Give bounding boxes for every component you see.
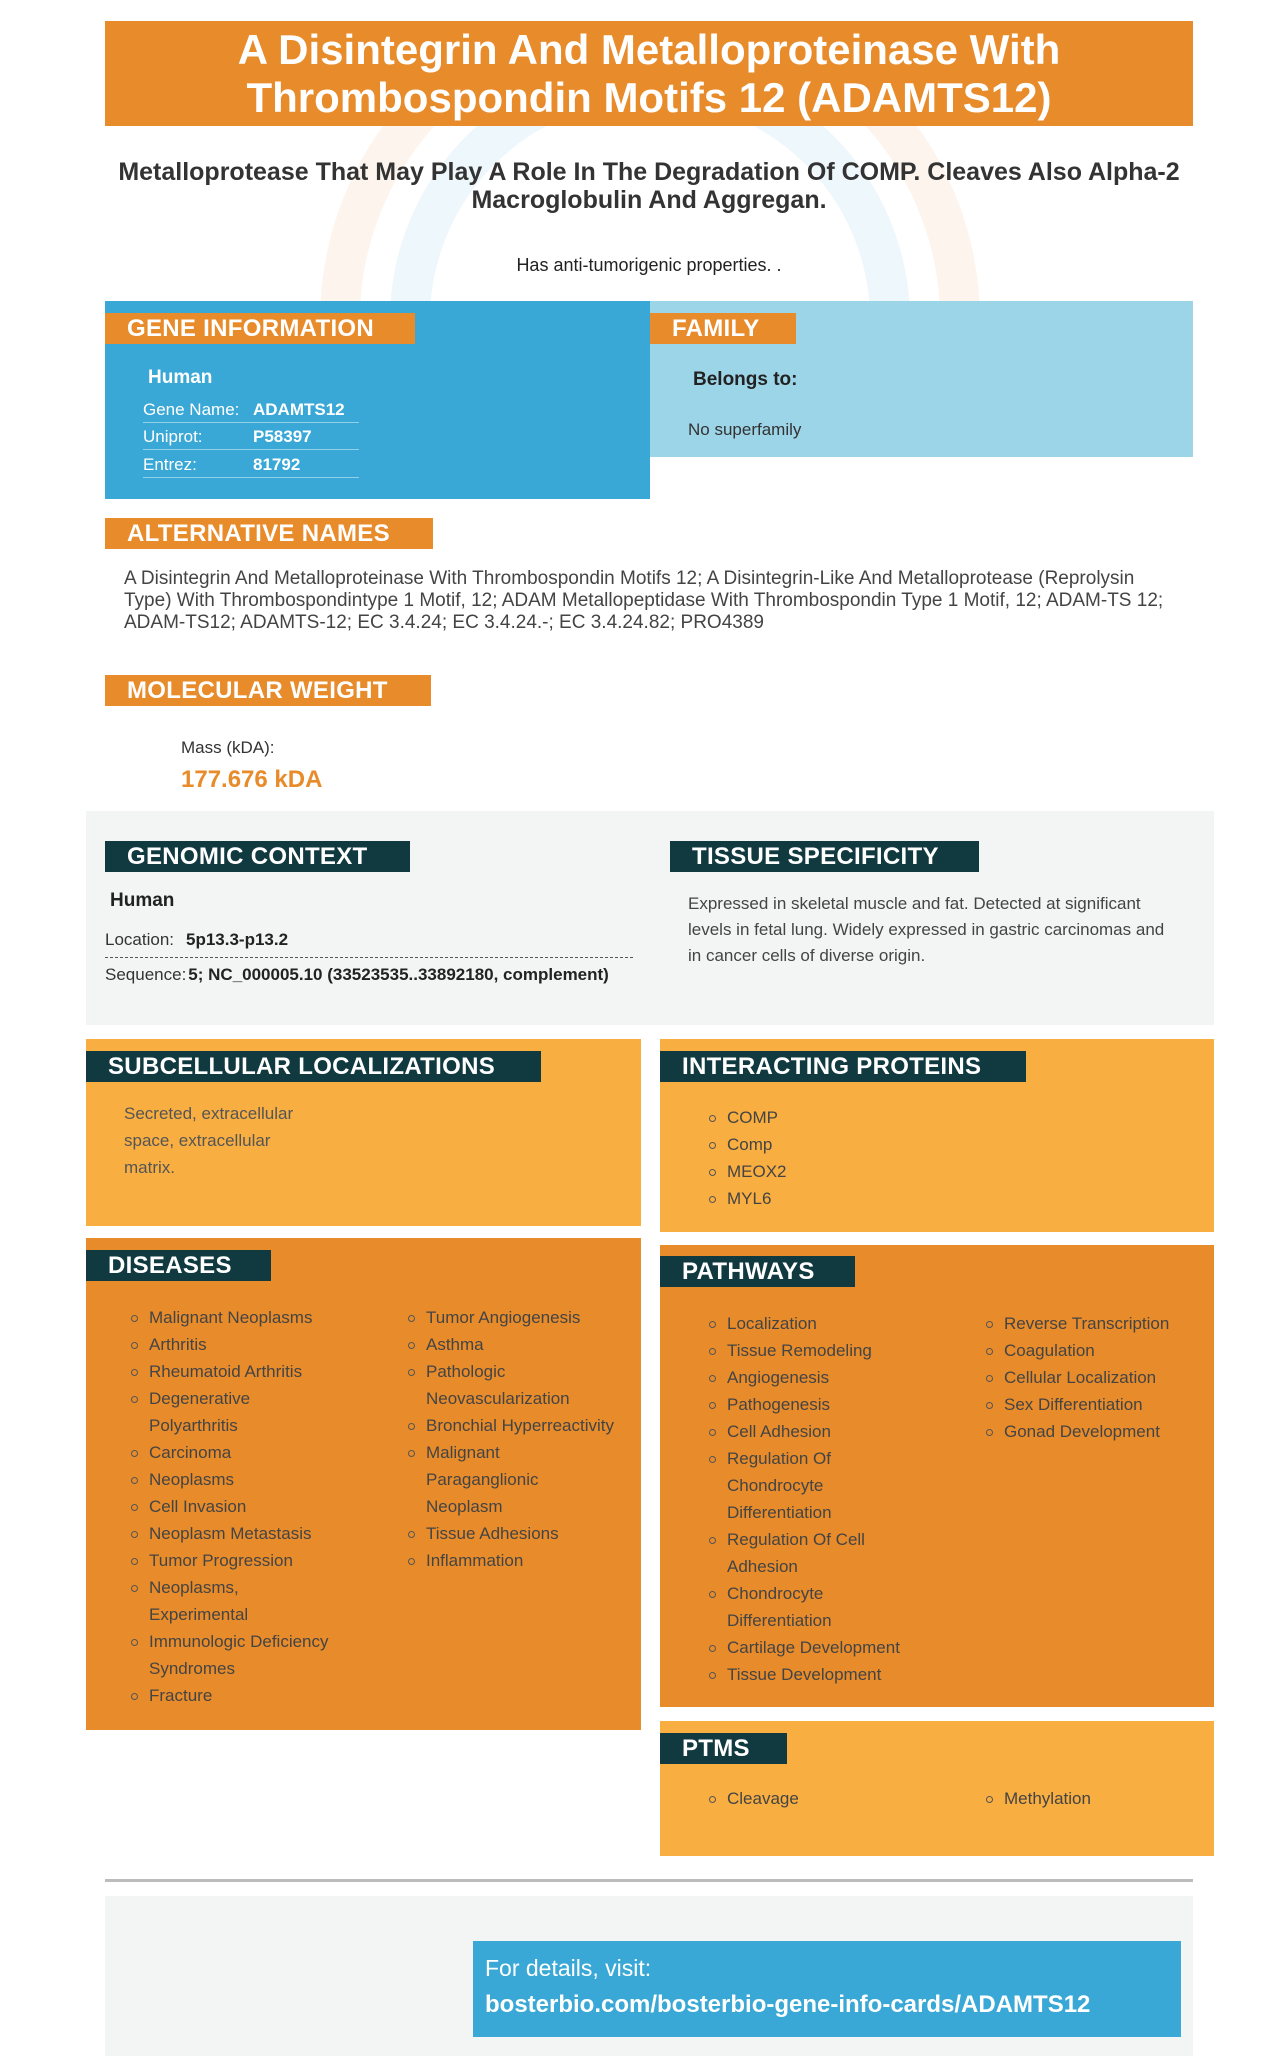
gene-information-heading: GENE INFORMATION bbox=[105, 313, 415, 344]
list-item: Cellular Localization bbox=[982, 1364, 1212, 1391]
diseases-list-col1 bbox=[127, 1304, 377, 1709]
list-item: Coagulation bbox=[982, 1337, 1212, 1364]
ptms-list-col1 bbox=[705, 1785, 935, 1812]
list-item: MYL6 bbox=[705, 1185, 1005, 1212]
list-item: Cell Adhesion bbox=[705, 1418, 965, 1445]
list-item: Arthritis bbox=[127, 1331, 377, 1358]
pathways-heading: PATHWAYS bbox=[660, 1256, 855, 1287]
list-item: MEOX2 bbox=[705, 1158, 1005, 1185]
intro-text: Has anti-tumorigenic properties. . bbox=[516, 255, 782, 275]
mass-label: Mass (kDA): bbox=[181, 738, 275, 757]
footer-divider bbox=[105, 1879, 1193, 1882]
list-item: Regulation Of Cell Adhesion bbox=[705, 1526, 880, 1580]
list-item: Gonad Development bbox=[982, 1418, 1212, 1445]
interacting-proteins-heading: INTERACTING PROTEINS bbox=[660, 1051, 1026, 1082]
family-heading: FAMILY bbox=[650, 313, 796, 344]
interacting-proteins-list bbox=[705, 1104, 1005, 1212]
genomic-sequence-row bbox=[105, 965, 645, 985]
entrez-row bbox=[143, 451, 359, 478]
subcellular-text: Secreted, extracellular space, extracellular matrix. bbox=[124, 1104, 294, 1177]
sequence-value: 5; NC_000005.10 (33523535..33892180, complement) bbox=[188, 965, 609, 984]
list-item: Tissue Remodeling bbox=[705, 1337, 965, 1364]
list-item: Bronchial Hyperreactivity bbox=[404, 1412, 634, 1439]
list-item: Cleavage bbox=[705, 1785, 935, 1812]
list-item: Immunologic Deficiency Syndromes bbox=[127, 1628, 359, 1682]
list-item: Fracture bbox=[127, 1682, 377, 1709]
alternative-names-heading: ALTERNATIVE NAMES bbox=[105, 518, 433, 549]
list-item: Regulation Of Chondrocyte Differentiation bbox=[705, 1445, 855, 1526]
list-item: Methylation bbox=[982, 1785, 1212, 1812]
list-item: Tissue Development bbox=[705, 1661, 965, 1688]
uniprot-label: Uniprot: bbox=[143, 427, 203, 446]
page-subtitle: Metalloprotease That May Play A Role In The Degradation Of COMP. Cleaves Also Alpha-2 Macroglobulin And Aggregan. bbox=[118, 158, 1180, 214]
list-item: Reverse Transcription bbox=[982, 1310, 1212, 1337]
list-item: Malignant Neoplasms bbox=[127, 1304, 377, 1331]
location-value: 5p13.3-p13.2 bbox=[186, 930, 289, 949]
ptms-heading: PTMS bbox=[660, 1733, 787, 1764]
list-item: Tumor Angiogenesis bbox=[404, 1304, 634, 1331]
details-link-box[interactable] bbox=[473, 1941, 1181, 2037]
details-label: For details, visit: bbox=[485, 1955, 652, 1981]
list-item: Chondrocyte Differentiation bbox=[705, 1580, 855, 1634]
mass-value: 177.676 kDA bbox=[181, 766, 323, 793]
page-title: A Disintegrin And Metalloproteinase With Thrombospondin Motifs 12 (ADAMTS12) bbox=[237, 25, 1061, 121]
diseases-heading: DISEASES bbox=[86, 1250, 271, 1281]
list-item: Cartilage Development bbox=[705, 1634, 965, 1661]
list-item: COMP bbox=[705, 1104, 1005, 1131]
genomic-species: Human bbox=[110, 890, 175, 911]
list-item: Comp bbox=[705, 1131, 1005, 1158]
list-item: Cell Invasion bbox=[127, 1493, 377, 1520]
list-item: Degenerative Polyarthritis bbox=[127, 1385, 277, 1439]
list-item: Asthma bbox=[404, 1331, 634, 1358]
sequence-label: Sequence: bbox=[105, 965, 187, 984]
list-item: Neoplasms, Experimental bbox=[127, 1574, 277, 1628]
list-item: Neoplasm Metastasis bbox=[127, 1520, 377, 1547]
list-item: Rheumatoid Arthritis bbox=[127, 1358, 377, 1385]
gene-name-value: ADAMTS12 bbox=[253, 400, 345, 419]
list-item: Neoplasms bbox=[127, 1466, 377, 1493]
list-item: Carcinoma bbox=[127, 1439, 377, 1466]
pathways-list-col2 bbox=[982, 1310, 1212, 1445]
entrez-value: 81792 bbox=[253, 455, 301, 474]
entrez-label: Entrez: bbox=[143, 455, 197, 474]
subcellular-heading: SUBCELLULAR LOCALIZATIONS bbox=[86, 1051, 541, 1082]
list-item: Inflammation bbox=[404, 1547, 634, 1574]
location-label: Location: bbox=[105, 930, 174, 949]
watermark-logo bbox=[320, 120, 980, 320]
title-banner bbox=[105, 21, 1193, 126]
tissue-specificity-heading: TISSUE SPECIFICITY bbox=[670, 841, 979, 872]
alternative-names-text: A Disintegrin And Metalloproteinase With Thrombospondin Motifs 12; A Disintegrin-Like And Metalloprotease (Reprolysin Type) With Thrombospondintype 1 Motif, 12; ADAM Metallopeptidase With Thrombospondin Type 1 Motif, 12; ADAM-TS 12; ADAM-TS12; ADAMTS-12; EC 3.4.24; EC 3.4.24.-; EC 3.4.24.82; PRO4389 bbox=[124, 568, 1164, 633]
list-item: Malignant Paraganglionic Neoplasm bbox=[404, 1439, 554, 1520]
list-item: Pathologic Neovascularization bbox=[404, 1358, 594, 1412]
list-item: Sex Differentiation bbox=[982, 1391, 1212, 1418]
family-superfamily: No superfamily bbox=[688, 420, 802, 439]
pathways-list-col1 bbox=[705, 1310, 965, 1688]
gene-name-label: Gene Name: bbox=[143, 400, 240, 419]
details-url-link[interactable]: bosterbio.com/bosterbio-gene-info-cards/ADAMTS12 bbox=[485, 1991, 1091, 2018]
genomic-location-row bbox=[105, 930, 633, 958]
gene-species: Human bbox=[148, 367, 213, 388]
diseases-list-col2 bbox=[404, 1304, 634, 1574]
list-item: Pathogenesis bbox=[705, 1391, 965, 1418]
list-item: Angiogenesis bbox=[705, 1364, 965, 1391]
genomic-context-heading: GENOMIC CONTEXT bbox=[105, 841, 410, 872]
uniprot-value: P58397 bbox=[253, 427, 312, 446]
uniprot-row bbox=[143, 423, 359, 450]
gene-name-row bbox=[143, 396, 359, 423]
ptms-list-col2 bbox=[982, 1785, 1212, 1812]
list-item: Tissue Adhesions bbox=[404, 1520, 634, 1547]
family-belongs-label: Belongs to: bbox=[693, 369, 798, 390]
list-item: Localization bbox=[705, 1310, 965, 1337]
molecular-weight-heading: MOLECULAR WEIGHT bbox=[105, 675, 431, 706]
tissue-specificity-text: Expressed in skeletal muscle and fat. Detected at significant levels in fetal lung. Widely expressed in gastric carcinomas and in cancer cells of diverse origin. bbox=[688, 894, 1165, 965]
list-item: Tumor Progression bbox=[127, 1547, 377, 1574]
